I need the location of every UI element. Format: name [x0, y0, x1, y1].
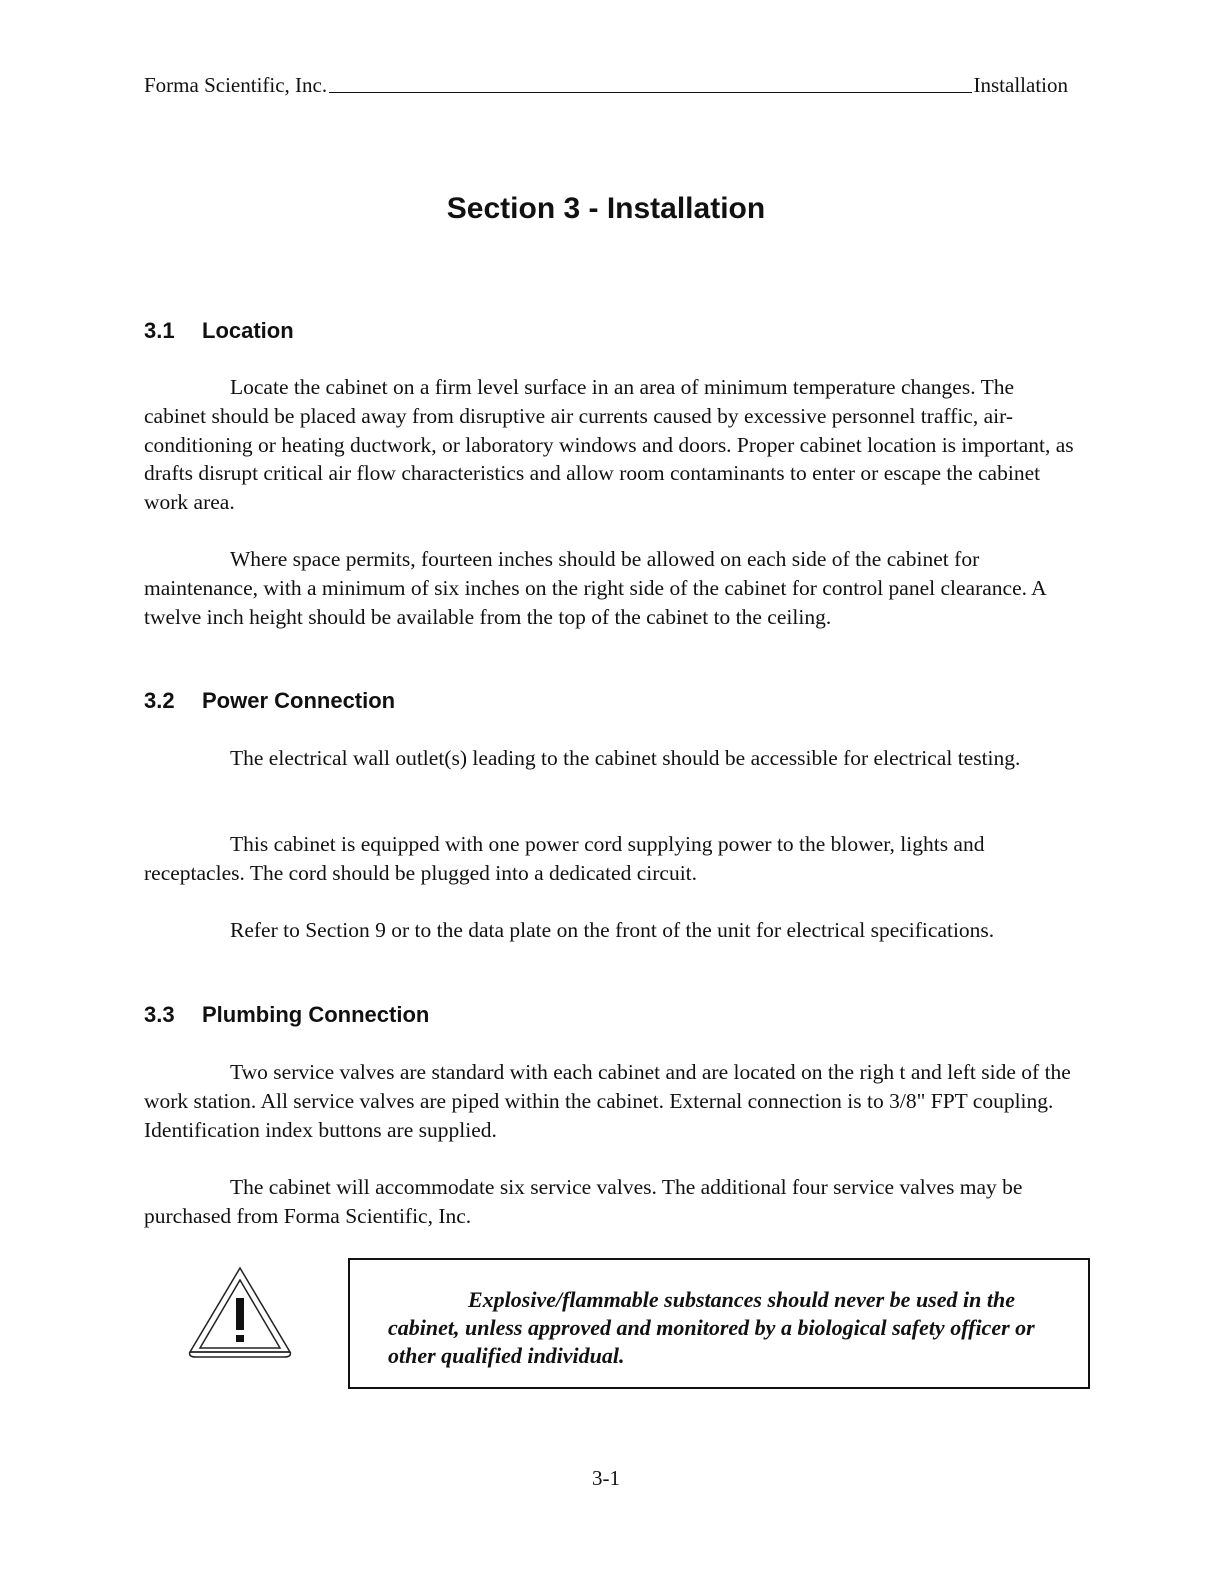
warning-box	[348, 1258, 1090, 1389]
heading-text: Location	[202, 318, 294, 343]
paragraph-plumbing-2: The cabinet will accommodate six service valves. The additional four service valves may be purchased from Forma Scientific, Inc.	[144, 1175, 1023, 1228]
heading-number: 3.2	[144, 688, 175, 713]
header-chapter: Installation	[973, 73, 1068, 97]
page-number: 3-1	[592, 1466, 620, 1490]
running-header	[144, 66, 1068, 98]
heading-number: 3.3	[144, 1002, 175, 1027]
page-title: Section 3 - Installation	[446, 192, 766, 225]
paragraph-location-1: Locate the cabinet on a firm level surface in an area of minimum temperature changes. The cabinet should be placed away from disruptive air currents caused by excessive personnel traffic, air-conditioning or heating ductwork, or laboratory windows and doors. Proper cabinet location is important, as drafts disrupt critical air flow characteristics and allow room contaminants to enter or escape the cabinet work area.	[144, 375, 1074, 515]
heading-plumbing-connection	[144, 1002, 429, 1028]
warning-text: Explosive/flammable substances should never be used in the cabinet, unless approved and monitored by a biological safety officer or other qualified individual.	[388, 1287, 1035, 1368]
heading-text: Power Connection	[202, 688, 396, 713]
heading-number: 3.1	[144, 318, 175, 343]
paragraph-plumbing-1: Two service valves are standard with each cabinet and are located on the righ t and left side of the work station. All service valves are piped within the cabinet. External connection is to 3/8" FPT coupling. Identification index buttons are supplied.	[144, 1060, 1071, 1142]
warning-triangle-icon	[186, 1264, 294, 1360]
heading-location	[144, 318, 294, 344]
paragraph-location-2: Where space permits, fourteen inches should be allowed on each side of the cabinet for maintenance, with a minimum of six inches on the right side of the cabinet for control panel clearance. A twelve inch height should be available from the top of the cabinet to the ceiling.	[144, 547, 1046, 629]
header-company: Forma Scientific, Inc.	[144, 73, 328, 97]
heading-power-connection	[144, 688, 395, 714]
paragraph-power-3: Refer to Section 9 or to the data plate on the front of the unit for electrical specifications.	[230, 918, 995, 942]
paragraph-power-2: This cabinet is equipped with one power cord supplying power to the blower, lights and receptacles. The cord should be plugged into a dedicated circuit.	[144, 832, 985, 885]
heading-text: Plumbing Connection	[202, 1002, 430, 1027]
paragraph-power-1: The electrical wall outlet(s) leading to the cabinet should be accessible for electrical testing.	[230, 746, 1021, 770]
header-rule	[329, 91, 971, 93]
